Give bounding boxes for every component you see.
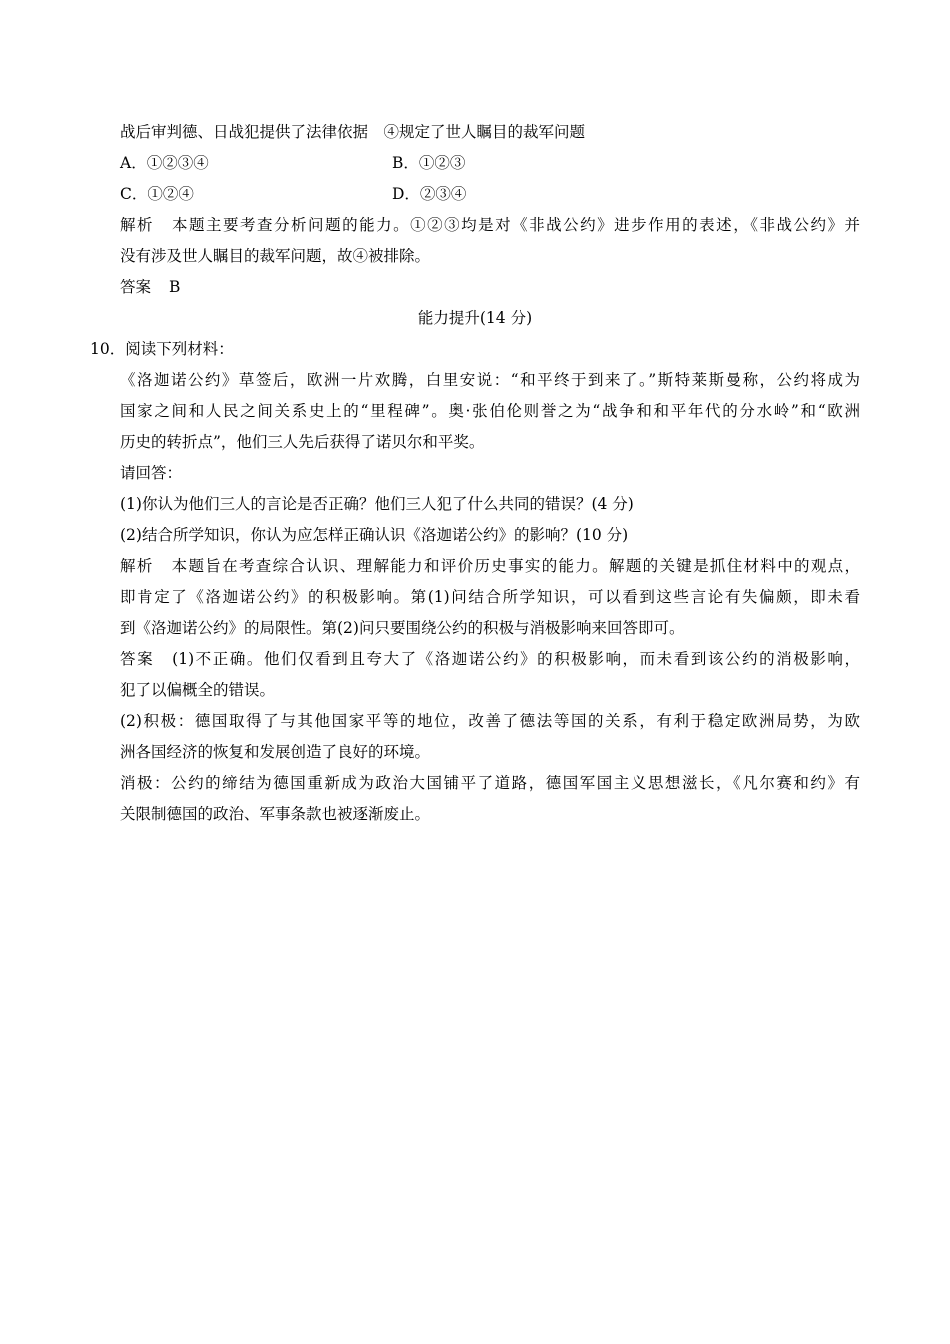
q10-analysis-line-1 <box>120 556 860 576</box>
q10-analysis-line-3: 到《洛迦诺公约》的局限性。第(2)问只要围绕公约的积极与消极影响来回答即可。 <box>120 619 685 637</box>
q9-analysis-text-1: 本题主要考查分析问题的能力。①②③均是对《非战公约》进步作用的表述，《非战公约》并 <box>172 216 860 234</box>
q9-options-continued: 战后审判德、日战犯提供了法律依据 ④规定了世人瞩目的裁军问题 <box>120 123 586 141</box>
q10-answer-line-6: 关限制德国的政治、军事条款也被逐渐废止。 <box>120 805 431 823</box>
q9-analysis-line-1 <box>120 215 860 235</box>
q10-sub-question-1: (1)你认为他们三人的言论是否正确？他们三人犯了什么共同的错误？(4 分) <box>120 495 634 513</box>
q10-analysis-line-2: 即肯定了《洛迦诺公约》的积极影响。第(1)问结合所学知识，可以看到这些言论有失偏颇，即未看 <box>120 588 860 606</box>
q10-analysis-text-1: 本题旨在考查综合认识、理解能力和评价历史事实的能力。解题的关键是抓住材料中的观点， <box>171 557 860 575</box>
q10-answer-label: 答案 <box>120 650 155 668</box>
q10-answer-line-3: (2)积极：德国取得了与其他国家平等的地位，改善了德法等国的关系，有利于稳定欧洲局势，为欧 <box>120 712 860 730</box>
q10-sub-question-2: (2)结合所学知识，你认为应怎样正确认识《洛迦诺公约》的影响？(10 分) <box>120 526 629 544</box>
q9-answer-label: 答案 <box>120 278 152 296</box>
q10-ask: 请回答： <box>120 464 183 482</box>
q10-number: 10． <box>90 340 126 358</box>
q9-option-b: B．①②③ <box>392 154 466 172</box>
q9-option-c: C．①②④ <box>120 185 194 203</box>
q10-analysis-label: 解析 <box>120 557 154 575</box>
q10-answer-text-1: (1)不正确。他们仅看到且夸大了《洛迦诺公约》的积极影响，而未看到该公约的消极影响， <box>172 650 860 668</box>
q10-answer-line-1 <box>120 649 860 669</box>
q9-analysis-label: 解析 <box>120 216 155 234</box>
q9-option-a: A．①②③④ <box>120 154 209 172</box>
q9-answer-value: B <box>169 278 181 296</box>
q10-answer-line-2: 犯了以偏概全的错误。 <box>120 681 276 699</box>
section-title: 能力提升(14 分) <box>417 309 533 327</box>
q10-prompt <box>90 339 234 359</box>
q10-material-line-1: 《洛迦诺公约》草签后，欧洲一片欢腾，白里安说：“和平终于到来了。”斯特莱斯曼称，公约将成为 <box>120 371 860 389</box>
q9-analysis-line-2: 没有涉及世人瞩目的裁军问题，故④被排除。 <box>120 247 431 265</box>
q10-material-line-2: 国家之间和人民之间关系史上的“里程碑”。奥·张伯伦则誉之为“战争和和平年代的分水岭”和“欧洲 <box>120 402 860 420</box>
q9-option-d: D．②③④ <box>392 185 467 203</box>
q10-material-line-3: 历史的转折点”，他们三人先后获得了诺贝尔和平奖。 <box>120 433 485 451</box>
q10-answer-line-4: 洲各国经济的恢复和发展创造了良好的环境。 <box>120 743 431 761</box>
q10-prompt-text: 阅读下列材料： <box>125 340 234 358</box>
q9-answer <box>120 277 180 297</box>
q10-answer-line-5: 消极：公约的缔结为德国重新成为政治大国铺平了道路，德国军国主义思想滋长，《凡尔赛和约》有 <box>120 774 860 792</box>
